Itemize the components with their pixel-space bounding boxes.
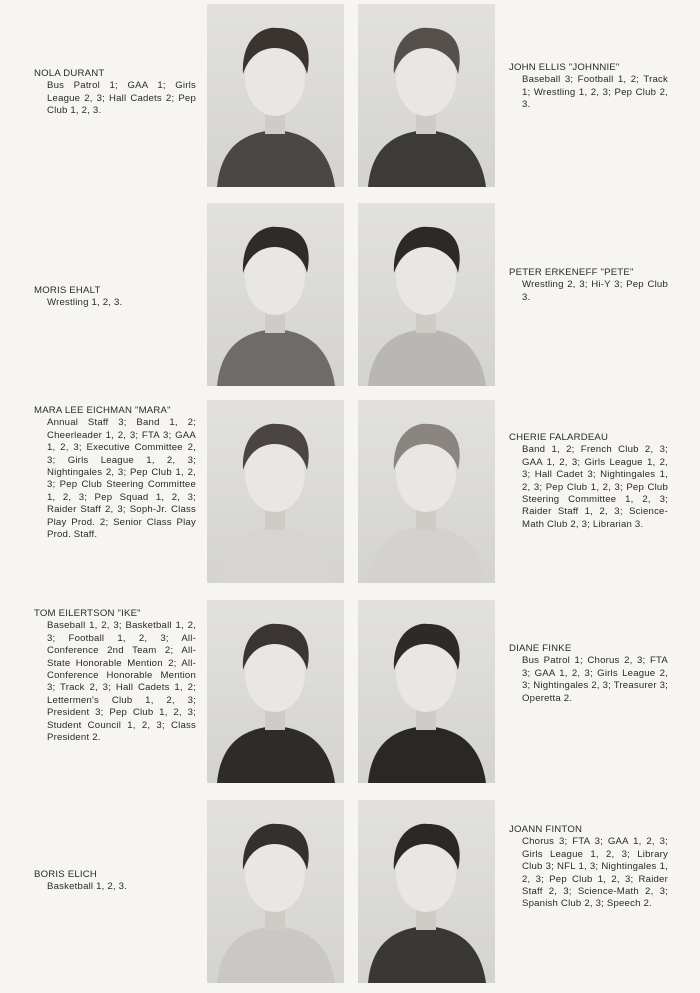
- portrait-silhouette: [207, 203, 344, 386]
- student-name: JOHN ELLIS "JOHNNIE": [509, 62, 620, 73]
- student-name: MORIS EHALT: [34, 285, 101, 296]
- student-activities: Baseball 3; Football 1, 2; Track 1; Wrestling 1, 2, 3; Pep Club 2, 3.: [522, 74, 668, 111]
- student-activities: Wrestling 1, 2, 3.: [47, 297, 123, 309]
- student-name: TOM EILERTSON "IKE": [34, 608, 141, 619]
- caption-joann-finton: [509, 824, 668, 911]
- shoulders-shape: [368, 526, 486, 583]
- student-name: NOLA DURANT: [34, 68, 105, 79]
- caption-peter-erkeneff: [509, 267, 668, 304]
- portrait-mara-lee-eichman: [207, 400, 344, 583]
- portrait-silhouette: [358, 400, 495, 583]
- student-activities: Chorus 3; FTA 3; GAA 1, 2, 3; Girls League 1, 2, 3; Library Club 3; NFL 1, 3; Nightingales 1, 2, 3; Pep Club 1, 2, 3; Raider Staff 2, 3; Science-Math 2, 3; Spanish Club 2, 3; Speech 2.: [522, 836, 668, 910]
- shoulders-shape: [368, 926, 486, 983]
- portrait-silhouette: [207, 4, 344, 187]
- student-activities: Wrestling 2, 3; Hi-Y 3; Pep Club 3.: [522, 279, 668, 303]
- caption-john-ellis: [509, 62, 668, 112]
- portrait-silhouette: [358, 800, 495, 983]
- portrait-moris-ehalt: [207, 203, 344, 386]
- student-name: BORIS ELICH: [34, 869, 97, 880]
- portrait-peter-erkeneff: [358, 203, 495, 386]
- portrait-diane-finke: [358, 600, 495, 783]
- caption-cherie-falardeau: [509, 432, 668, 531]
- portrait-silhouette: [207, 400, 344, 583]
- shoulders-shape: [368, 130, 486, 187]
- portrait-boris-elich: [207, 800, 344, 983]
- student-name: DIANE FINKE: [509, 643, 572, 654]
- portrait-nola-durant: [207, 4, 344, 187]
- student-activities: Annual Staff 3; Band 1, 2; Cheerleader 1, 2, 3; FTA 3; GAA 1, 2, 3; Executive Committee 2, 3; Girls League 1, 2, 3; Nightingales 2, 3; Pep Club 1, 2, 3; Pep Club Steering Committee 1, 2, 3; Pep Squad 1, 2, 3; Raider Staff 2, 3; Soph-Jr. Class Play Prod. 2; Senior Class Play Prod. Staff.: [47, 417, 196, 541]
- portrait-silhouette: [207, 800, 344, 983]
- student-activities: Baseball 1, 2, 3; Basketball 1, 2, 3; Football 1, 2, 3; All-Conference 2nd Team 2; All-State Honorable Mention 2; All-Conference Honorable Mention 3; Track 2, 3; Hall Cadets 1, 2; Lettermen's Club 1, 2, 3; President 3; Pep Club 1, 2, 3; Student Council 1, 2, 3; Class President 2.: [47, 620, 196, 744]
- caption-mara-lee-eichman: [34, 405, 196, 541]
- student-activities: Bus Patrol 1; GAA 1; Girls League 2, 3; Hall Cadets 2; Pep Club 1, 2, 3.: [47, 80, 196, 117]
- caption-moris-ehalt: [34, 285, 196, 310]
- shoulders-shape: [217, 726, 335, 783]
- portrait-tom-eilertson: [207, 600, 344, 783]
- portrait-joann-finton: [358, 800, 495, 983]
- portrait-silhouette: [358, 600, 495, 783]
- student-name: CHERIE FALARDEAU: [509, 432, 609, 443]
- student-name: PETER ERKENEFF "PETE": [509, 267, 634, 278]
- shoulders-shape: [368, 329, 486, 386]
- student-activities: Basketball 1, 2, 3.: [47, 881, 128, 893]
- caption-diane-finke: [509, 643, 668, 705]
- portrait-silhouette: [358, 203, 495, 386]
- portrait-cherie-falardeau: [358, 400, 495, 583]
- shoulders-shape: [217, 926, 335, 983]
- student-activities: Band 1, 2; French Club 2, 3; GAA 1, 2, 3; Girls League 1, 2, 3; Hall Cadet 3; Nightingales 1, 2, 3; Pep Club 1, 2, 3; Pep Club Steering Committee 1, 2, 3; Raider Staff 1, 2, 3; Science-Math Club 2, 3; Librarian 3.: [522, 444, 668, 530]
- shoulders-shape: [217, 130, 335, 187]
- caption-nola-durant: [34, 68, 196, 118]
- student-activities: Bus Patrol 1; Chorus 2, 3; FTA 3; GAA 1, 2, 3; Girls League 2, 3; Nightingales 2, 3; Treasurer 3; Operetta 2.: [522, 655, 668, 704]
- portrait-silhouette: [207, 600, 344, 783]
- shoulders-shape: [217, 329, 335, 386]
- student-name: JOANN FINTON: [509, 824, 583, 835]
- shoulders-shape: [217, 526, 335, 583]
- student-name: MARA LEE EICHMAN "MARA": [34, 405, 171, 416]
- portrait-silhouette: [358, 4, 495, 187]
- caption-boris-elich: [34, 869, 196, 894]
- portrait-john-ellis: [358, 4, 495, 187]
- caption-tom-eilertson: [34, 608, 196, 744]
- shoulders-shape: [368, 726, 486, 783]
